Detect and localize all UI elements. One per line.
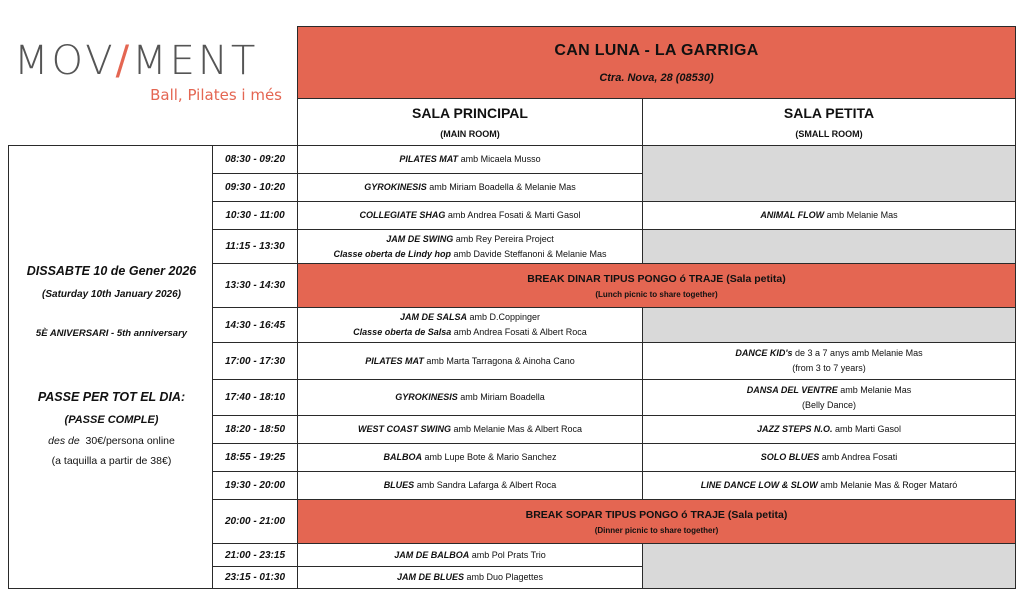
main-room-session bbox=[297, 173, 643, 202]
online-price bbox=[9, 435, 214, 447]
door-price: (a taquilla a partir de 38€) bbox=[51, 455, 172, 467]
time-slot bbox=[212, 471, 298, 500]
session-name: LINE DANCE LOW & SLOW bbox=[700, 480, 818, 490]
event-info-panel bbox=[8, 145, 213, 589]
small-room-empty-slot bbox=[642, 229, 1016, 264]
session-name: PILATES MAT bbox=[365, 355, 424, 366]
time-label: 09:30 - 10:20 bbox=[224, 182, 286, 193]
time-label: 11:15 - 13:30 bbox=[225, 241, 285, 252]
session-teacher: amb Marti Gasol bbox=[832, 424, 902, 434]
main-room-session bbox=[297, 543, 643, 567]
price-prefix: des de bbox=[48, 435, 80, 447]
session-line bbox=[757, 422, 901, 437]
time-slot bbox=[212, 443, 298, 472]
time-slot bbox=[212, 263, 298, 308]
session-teacher: amb Duo Plagettes bbox=[463, 572, 544, 582]
session-teacher: amb Melanie Mas bbox=[824, 210, 898, 220]
session-name: COLLEGIATE SHAG bbox=[359, 210, 446, 220]
session-teacher: amb Melanie Mas & Albert Roca bbox=[450, 424, 583, 434]
small-room-session bbox=[642, 342, 1016, 380]
session-line bbox=[394, 548, 546, 563]
session-teacher: amb Andrea Fosati & Albert Roca bbox=[451, 327, 587, 337]
session-teacher: amb Andrea Fosati & Marti Gasol bbox=[445, 210, 581, 220]
time-slot bbox=[212, 566, 298, 589]
session-name: Classe oberta de Salsa bbox=[353, 327, 452, 337]
price-value: 30€/persona online bbox=[85, 435, 175, 447]
time-label: 17:40 - 18:10 bbox=[224, 392, 286, 403]
session-name: Classe oberta de Lindy hop bbox=[333, 248, 452, 259]
time-label: 17:00 - 17:30 bbox=[224, 355, 286, 367]
session-name: JAM DE BLUES bbox=[396, 572, 464, 582]
lunch-break-subtitle: (Lunch picnic to share together) bbox=[595, 289, 718, 299]
small-room-empty-slot bbox=[642, 307, 1016, 343]
session-line bbox=[360, 208, 581, 223]
session-line bbox=[397, 570, 543, 585]
day-pass-title: PASSE PER TOT EL DIA: bbox=[37, 390, 186, 404]
session-line bbox=[399, 152, 540, 167]
time-slot bbox=[212, 379, 298, 416]
session-name: ANIMAL FLOW bbox=[760, 210, 825, 220]
time-slot bbox=[212, 173, 298, 202]
time-label: 19:30 - 20:00 bbox=[224, 480, 286, 491]
main-room-session bbox=[297, 145, 643, 174]
lunch-break-row bbox=[297, 263, 1016, 308]
time-label: 18:20 - 18:50 bbox=[224, 424, 286, 435]
session-line bbox=[760, 208, 897, 223]
main-room-session bbox=[297, 201, 643, 230]
main-room-session bbox=[297, 471, 643, 500]
room-small-subtitle: (SMALL ROOM) bbox=[795, 129, 863, 139]
session-name: BALBOA bbox=[383, 452, 422, 462]
time-label: 23:15 - 01:30 bbox=[224, 572, 286, 583]
session-line bbox=[701, 478, 958, 493]
session-line bbox=[364, 180, 576, 195]
session-teacher: amb Pol Prats Trio bbox=[469, 549, 546, 560]
session-name: JAM DE SALSA bbox=[399, 312, 467, 322]
session-teacher: amb Miriam Boadella bbox=[457, 392, 545, 402]
session-teacher: amb Lupe Bote & Mario Sanchez bbox=[421, 452, 557, 462]
session-line bbox=[747, 383, 912, 398]
main-room-session bbox=[297, 379, 643, 416]
time-slot bbox=[212, 307, 298, 343]
time-label: 21:00 - 23:15 bbox=[224, 549, 286, 561]
small-room-session bbox=[642, 471, 1016, 500]
session-line bbox=[735, 346, 922, 361]
logo-text-left: MOV bbox=[14, 38, 116, 84]
session-note: (from 3 to 7 years) bbox=[792, 363, 866, 373]
session-teacher: amb Davide Steffanoni & Melanie Mas bbox=[451, 248, 607, 259]
session-line bbox=[365, 354, 575, 369]
session-line bbox=[358, 422, 582, 437]
room-header-main bbox=[297, 98, 643, 146]
time-slot bbox=[212, 543, 298, 567]
session-teacher: de 3 a 7 anys amb Melanie Mas bbox=[792, 348, 923, 358]
session-line bbox=[334, 247, 607, 262]
event-date: DISSABTE 10 de Gener 2026 bbox=[26, 264, 197, 278]
session-name: SOLO BLUES bbox=[760, 452, 820, 462]
logo-text-right: MENT bbox=[132, 38, 259, 84]
session-line bbox=[395, 390, 545, 405]
main-room-session bbox=[297, 307, 643, 343]
room-header-small bbox=[642, 98, 1016, 146]
main-room-session bbox=[297, 566, 643, 589]
session-name: GYROKINESIS bbox=[395, 392, 458, 402]
session-teacher: amb Rey Pereira Project bbox=[453, 233, 554, 244]
main-room-session bbox=[297, 415, 643, 444]
room-small-title: SALA PETITA bbox=[783, 105, 875, 121]
time-label: 13:30 - 14:30 bbox=[224, 280, 286, 291]
session-name: PILATES MAT bbox=[399, 154, 459, 164]
time-slot bbox=[212, 499, 298, 544]
time-label: 18:55 - 19:25 bbox=[224, 452, 286, 463]
session-teacher: amb D.Coppinger bbox=[466, 312, 541, 322]
lunch-break-title: BREAK DINAR TIPUS PONGO ó TRAJE (Sala petita) bbox=[527, 272, 786, 285]
main-room-session bbox=[297, 229, 643, 264]
session-name: JAM DE BALBOA bbox=[394, 549, 470, 560]
session-name: WEST COAST SWING bbox=[357, 424, 451, 434]
small-room-session bbox=[642, 379, 1016, 416]
small-room-empty-slot bbox=[642, 145, 1016, 202]
session-teacher: amb Sandra Lafarga & Albert Roca bbox=[414, 480, 557, 490]
session-name: BLUES bbox=[383, 480, 415, 490]
session-teacher: amb Marta Tarragona & Ainoha Cano bbox=[423, 355, 575, 366]
dinner-break-title: BREAK SOPAR TIPUS PONGO ó TRAJE (Sala petita) bbox=[525, 508, 788, 521]
logo-wordmark bbox=[14, 38, 290, 84]
session-name: DANSA DEL VENTRE bbox=[746, 384, 838, 395]
small-room-session bbox=[642, 201, 1016, 230]
venue-address: Ctra. Nova, 28 (08530) bbox=[599, 71, 714, 84]
main-room-session bbox=[297, 342, 643, 380]
dinner-break-row bbox=[297, 499, 1016, 544]
dinner-break-subtitle: (Dinner picnic to share together) bbox=[594, 525, 719, 535]
session-teacher: amb Melanie Mas & Roger Mataró bbox=[817, 480, 958, 490]
time-label: 14:30 - 16:45 bbox=[224, 319, 286, 331]
session-teacher: amb Melanie Mas bbox=[837, 384, 912, 395]
session-line bbox=[761, 450, 898, 465]
session-teacher: amb Micaela Musso bbox=[458, 154, 541, 164]
session-line bbox=[400, 310, 540, 325]
main-room-session bbox=[297, 443, 643, 472]
time-slot bbox=[212, 415, 298, 444]
venue-header bbox=[297, 26, 1016, 99]
time-label: 10:30 - 11:00 bbox=[225, 210, 285, 221]
anniversary-label: 5È ANIVERSARI - 5th anniversary bbox=[35, 328, 188, 339]
logo-slash: / bbox=[115, 38, 133, 84]
session-line bbox=[386, 232, 554, 247]
movment-logo bbox=[14, 38, 290, 108]
time-label: 08:30 - 09:20 bbox=[224, 154, 286, 165]
time-slot bbox=[212, 229, 298, 264]
room-main-subtitle: (MAIN ROOM) bbox=[440, 129, 500, 139]
session-name: JAM DE SWING bbox=[386, 233, 454, 244]
time-slot bbox=[212, 145, 298, 174]
session-name: GYROKINESIS bbox=[364, 182, 427, 192]
logo-tagline: Ball, Pilates i més bbox=[150, 86, 282, 104]
day-pass-subtitle: (PASSE COMPLE) bbox=[64, 414, 159, 426]
time-slot bbox=[212, 342, 298, 380]
small-room-empty-slot bbox=[642, 543, 1016, 589]
venue-name: CAN LUNA - LA GARRIGA bbox=[554, 41, 759, 59]
session-name: JAZZ STEPS N.O. bbox=[756, 424, 833, 434]
session-line bbox=[383, 450, 556, 465]
small-room-session bbox=[642, 443, 1016, 472]
session-teacher: amb Miriam Boadella & Melanie Mas bbox=[426, 182, 576, 192]
session-note: (Belly Dance) bbox=[801, 399, 857, 410]
event-date-english: (Saturday 10th January 2026) bbox=[42, 289, 181, 300]
small-room-session bbox=[642, 415, 1016, 444]
session-line bbox=[384, 478, 557, 493]
session-name: DANCE KID's bbox=[735, 348, 793, 358]
session-teacher: amb Andrea Fosati bbox=[819, 452, 898, 462]
time-slot bbox=[212, 201, 298, 230]
time-label: 20:00 - 21:00 bbox=[224, 516, 286, 527]
session-line bbox=[353, 325, 587, 340]
room-main-title: SALA PRINCIPAL bbox=[412, 105, 528, 121]
